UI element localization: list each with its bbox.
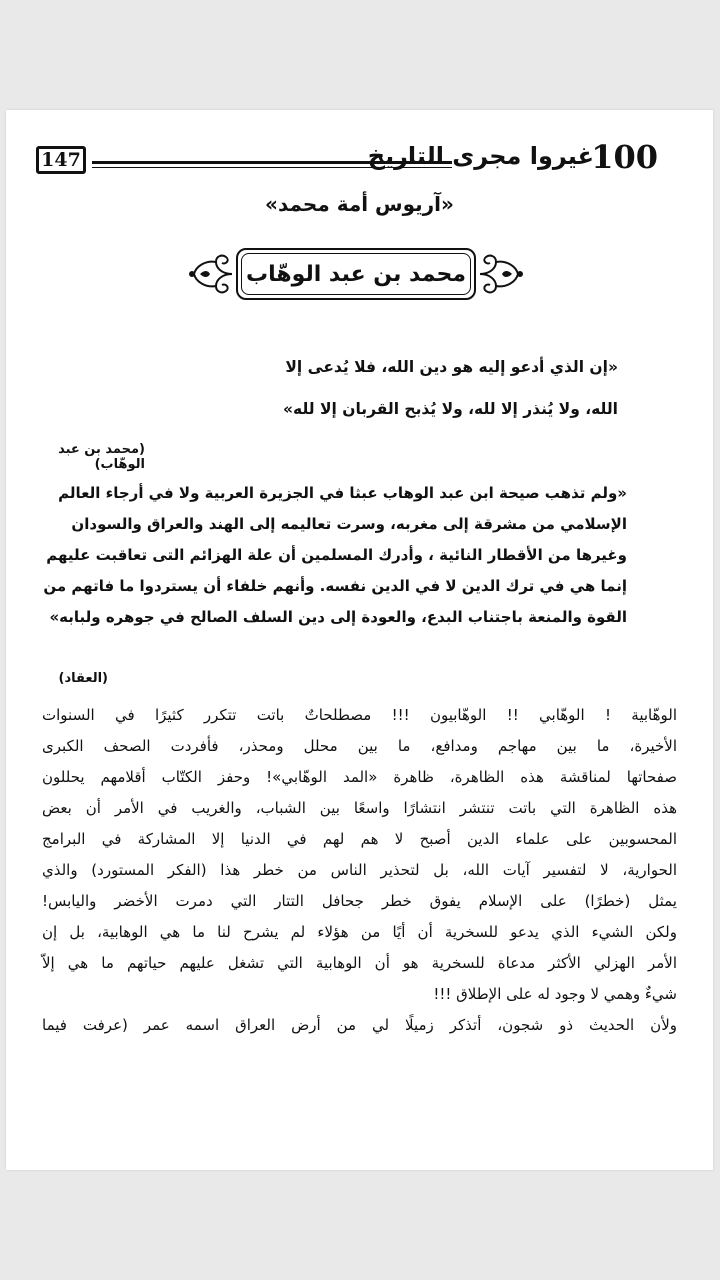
chapter-title: محمد بن عبد الوهّاب: [246, 261, 466, 287]
body-line: شيءٌ وهمي لا وجود له على الإطلاق !!!: [433, 985, 677, 1003]
quote-attribution: (العقاد): [58, 671, 108, 686]
body-line: يمثل (خطرًا) على الإسلام يفوق خطر جحافل التتار التي دمرت الأخضر واليابس!: [42, 892, 677, 910]
quote-line: «إن الذي أدعو إليه هو دين الله، فلا يُدعى إلا: [285, 358, 618, 376]
body-line: الوهّابية ! الوهّابي !! الوهّابيون !!! مصطلحاتٌ باتت تتكرر كثيرًا في السنوات: [42, 706, 677, 724]
book-number: 100: [591, 138, 658, 176]
quote-line: القوة والمنعة باجتناب البدع، والعودة إلى دين السلف الصالح في جوهره ولبابه»: [49, 608, 627, 626]
quote-line: «ولم تذهب صيحة ابن عبد الوهاب عبثا في الجزيرة العربية ولا في أرجاء العالم: [58, 484, 627, 502]
chapter-title-box: [236, 248, 476, 300]
scroll-ornament-icon: [186, 252, 234, 296]
quote-line: وغيرها من الأقطار النائية ، وأدرك المسلمين أن علة الهزائم التى تعاقبت عليهم: [46, 546, 627, 564]
page-number: 147: [36, 146, 86, 174]
body-line: ولأن الحديث ذو شجون، أتذكر زميلًا لي من أرض العراق اسمه عمر (عرفت فيما: [42, 1016, 677, 1034]
opening-quote: [56, 346, 618, 430]
body-text: [42, 700, 677, 1041]
chapter-subtitle: «آريوس أمة محمد»: [265, 192, 454, 216]
body-line: هذه الظاهرة التي باتت تنتشر انتشارًا واسعًا بين الشباب، والغريب في الأمر أن بعض: [42, 799, 677, 817]
quote-line: الله، ولا يُنذر إلا لله، ولا يُذبح القربان إلا لله»: [283, 400, 618, 418]
body-line: الحوارية، لا لتفسير آيات الله، بل لتحذير الناس من خطر هذا (الفكر المستورد) والذي: [42, 861, 677, 879]
block-quote: [43, 478, 627, 633]
body-line: الأمر الهزلي الأكثر مدعاة للسخرية هو أن الوهابية التي تشغل عليهم حياتهم ما هي إلاّ: [42, 954, 677, 972]
body-line: المحسوبين على علماء الدين أصبح لا هم لهم في الدنيا إلا المشاركة في البرامج: [42, 830, 677, 848]
quote-attribution: (محمد بن عبد الوهّاب): [58, 442, 145, 472]
body-line: صفحاتها لمناقشة هذه الظاهرة، ظاهرة «المد الوهّابي»! وحفز الكتّاب أقلامهم يحللون: [42, 768, 677, 786]
body-line: الأخيرة، ما بين مهاجم ومدافع، ما بين محلل ومحذر، فأفردت الصحف الكبرى: [42, 737, 677, 755]
page-header: [36, 138, 658, 180]
body-line: ولكن الشيء الذي يدعو للسخرية أن أيًا من هؤلاء لم يشرح لنا ما هي الوهابية، بل إن: [42, 923, 677, 941]
scroll-ornament-icon: [478, 252, 526, 296]
quote-line: إنما هي في ترك الدين لا في الدين نفسه. وأنهم خلفاء أن يستردوا ما فاتهم من: [43, 577, 627, 595]
quote-line: الإسلامي من مشرقة إلى مغربه، وسرت تعاليمه إلى الهند والعراق والسودان: [71, 515, 627, 533]
book-title: غيروا مجرى التاريخ: [367, 142, 594, 170]
chapter-title-frame: [186, 248, 526, 308]
book-page: [6, 110, 713, 1170]
